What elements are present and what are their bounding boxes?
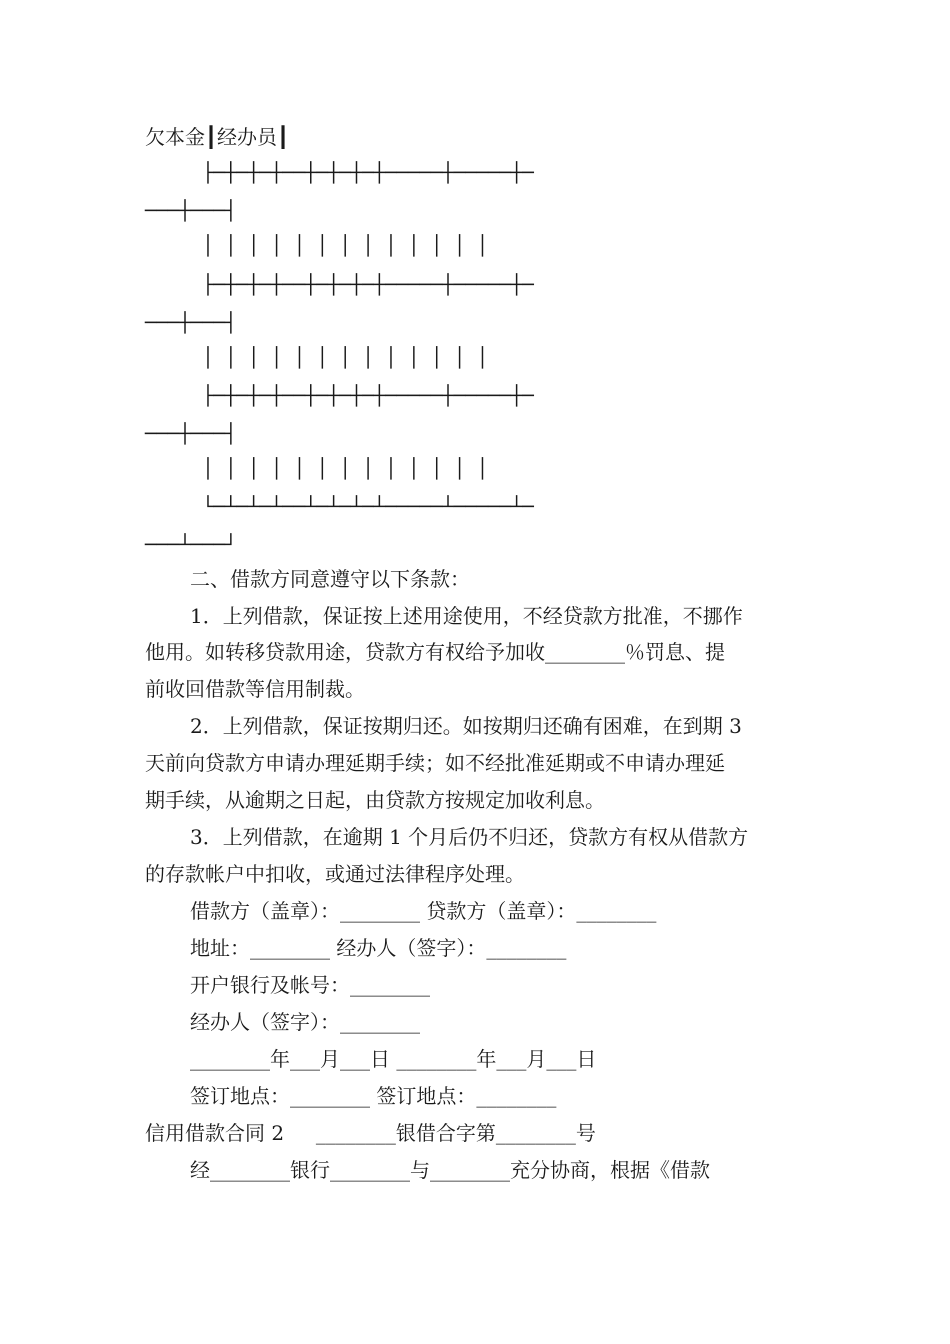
table-cells-row: │ │ │ │ │ │ │ │ │ │ │ │ │ [145,235,489,257]
signature-agent: 经办人（签字）：________ [190,1010,420,1034]
table-border-bottom-cont: ───┴───┘ [145,534,237,556]
table-border-mid-cont: ───┼───┤ [145,423,237,445]
table-cells-row: │ │ │ │ │ │ │ │ │ │ │ │ │ [145,458,489,480]
signature-address-agent: 地址：________ 经办人（签字）：________ [190,936,567,960]
table-header: 欠本金┃经办员┃ [145,125,290,149]
contract-2-line-1: 经________银行________与________充分协商，根据《借款 [190,1158,710,1182]
table-border-mid: ├─┼─┼─┼──┼─┼─┼─┼─────┼─────┼─ [145,385,534,407]
clause-2-line-3: 期手续，从逾期之日起，由贷款方按规定加收利息。 [145,788,605,812]
clause-1-line-3: 前收回借款等信用制裁。 [145,677,365,701]
clause-1-line-2: 他用。如转移贷款用途，贷款方有权给予加收________％罚息、提 [145,640,725,664]
table-border-top-cont: ───┼───┤ [145,200,237,222]
section-heading: 二、借款方同意遵守以下条款： [190,567,470,591]
clause-2-line-1: 2．上列借款，保证按期归还。如按期归还确有困难，在到期 3 [190,714,742,738]
table-border-top: ├─┼─┼─┼──┼─┼─┼─┼─────┼─────┼─ [145,162,534,184]
clause-3-line-1: 3．上列借款，在逾期 1 个月后仍不归还，贷款方有权从借款方 [190,825,749,849]
clause-3-line-2: 的存款帐户中扣收，或通过法律程序处理。 [145,862,525,886]
table-border-mid: ├─┼─┼─┼──┼─┼─┼─┼─────┼─────┼─ [145,274,534,296]
signature-borrower-lender: 借款方（盖章）：________ 贷款方（盖章）：________ [190,899,657,923]
signature-places: 签订地点：________ 签订地点：________ [190,1084,557,1108]
table-cells-row: │ │ │ │ │ │ │ │ │ │ │ │ │ [145,347,489,369]
clause-2-line-2: 天前向贷款方申请办理延期手续；如不经批准延期或不申请办理延 [145,751,725,775]
signature-dates: ________年___月___日 ________年___月___日 [190,1047,597,1071]
signature-bank-account: 开户银行及帐号：________ [190,973,430,997]
table-border-mid-cont: ───┼───┤ [145,312,237,334]
table-border-bottom: └─┴─┴─┴──┴─┴─┴─┴─────┴─────┴─ [145,496,534,518]
contract-2-title: 信用借款合同 2 ________银借合字第________号 [145,1121,596,1145]
clause-1-line-1: 1．上列借款，保证按上述用途使用，不经贷款方批准，不挪作 [190,604,743,628]
